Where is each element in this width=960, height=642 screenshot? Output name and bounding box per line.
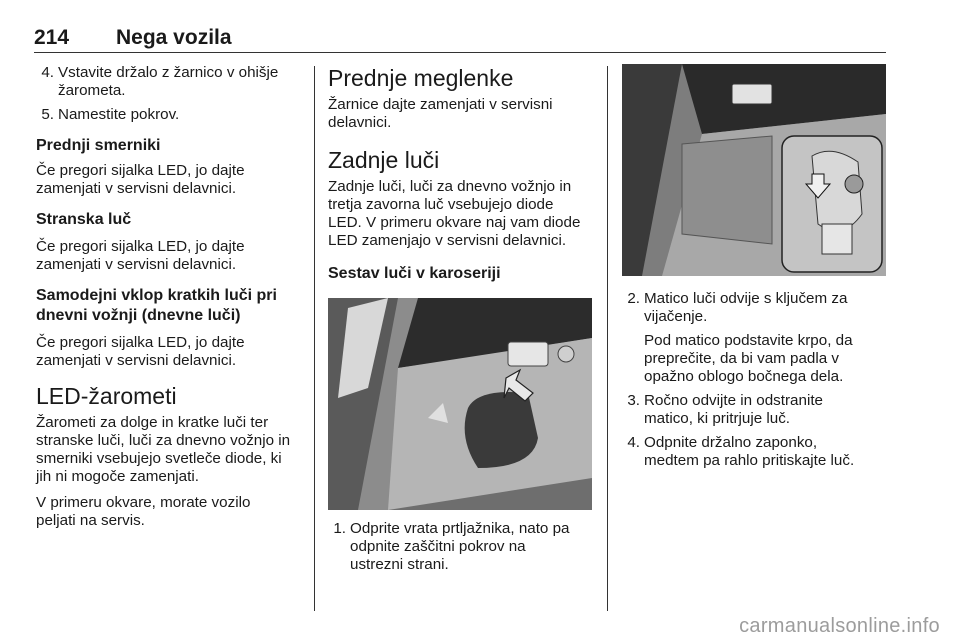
section-heading-large: Zadnje luči [328, 147, 440, 173]
section-heading-large: LED-žarometi [36, 383, 177, 409]
column-1: 4. Vstavite držalo z žarnico v ohišje žarometa. 5. Namestite pokrov. Prednji smerniki Če pregori sijalka LED, jo dajte zamenjati v servisni delavnici. Stranska luč Če pregori sijalka LED, jo dajte zamenjati v servisni delavnici. Samodejni vklop kratkih luči pri dnevni vožnji (dnevne luči) Če pregori sijalka LED, jo dajte zamenjati v servisni delavnici. LED-žarometi Žarometi za dolge in kratke luči ter stranske luči, luči za dnevno vožnjo in smerniki vsebujejo svetleče diode, ki jih ni mogoče zamenjati. V primeru okvare, morate vozilo peljati na servis. [36, 64, 308, 530]
section-heading: Stranska luč [36, 211, 132, 228]
column-2: Prednje meglenke Žarnice dajte zamenjati v servisni delavnici. Zadnje luči Zadnje luči, luči za dnevno vožnjo in tretja zavorna luč vsebujejo diode LED. V primeru okvare naj vam diode LED zamenjajo v servisni delavnici. Sestav luči v karoseriji 1. Odprite vrata prtljažnika, nato pa odpnite zaščitni pokrov na ustrezni strani. [328, 64, 600, 574]
list-item: 3. Ročno odvijte in odstranite matico, ki pritrjuje luč. [627, 392, 823, 427]
column-divider [607, 66, 608, 611]
list-item: 5. Namestite pokrov. [41, 106, 180, 123]
column-3 [622, 64, 888, 470]
watermark: carmanualsonline.info [739, 615, 940, 637]
chapter-title: Nega vozila [116, 26, 232, 49]
page-header [34, 22, 886, 53]
section-heading: Sestav luči v karoseriji [328, 265, 501, 282]
list-item: 4. Odpnite držalno zaponko, medtem pa rahlo pritiskajte luč. [627, 434, 855, 469]
page-number: 214 [34, 26, 70, 49]
list-item: 2. Matico luči odvije s ključem za vijačenje. Pod matico podstavite krpo, da preprečite, da bi vam padla v opažno oblogo bočnega dela. [627, 290, 853, 385]
section-heading: Samodejni vklop kratkih luči pri [36, 287, 277, 304]
nut-removal-illustration [622, 64, 886, 276]
list-item: 4. Vstavite držalo z žarnico v ohišje žarometa. [41, 64, 279, 99]
section-heading: Prednji smerniki [36, 137, 161, 154]
list-item: 1. Odprite vrata prtljažnika, nato pa odpnite zaščitni pokrov na ustrezni strani. [333, 520, 570, 573]
section-heading-large: Prednje meglenke [328, 65, 514, 91]
trunk-illustration [328, 298, 592, 510]
column-divider [314, 66, 315, 611]
